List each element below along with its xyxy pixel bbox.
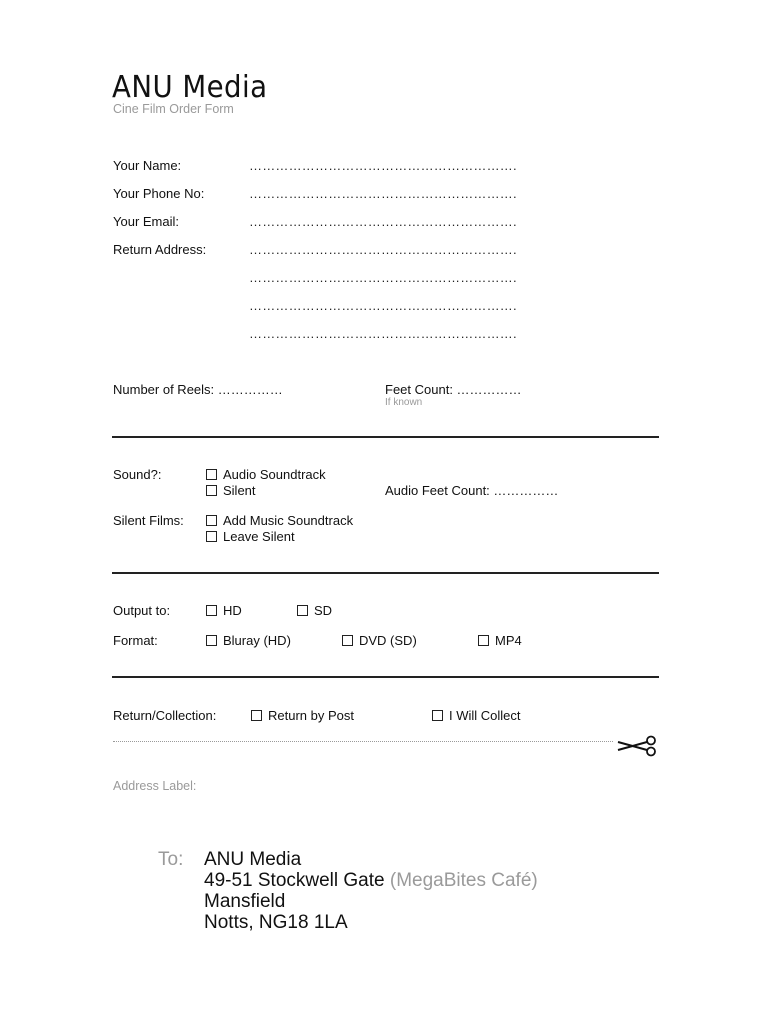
checkbox-icon[interactable] (206, 485, 217, 496)
number-of-reels-field[interactable]: Number of Reels: …………… (113, 382, 283, 397)
address-line-4[interactable]: ……………………………………………………. (249, 326, 517, 341)
section-divider (112, 572, 659, 574)
section-divider (112, 436, 659, 438)
address-line-postcode: Notts, NG18 1LA (204, 912, 348, 933)
email-field[interactable]: ……………………………………………………. (249, 214, 517, 229)
company-logo: ANU Media (112, 70, 268, 105)
name-label: Your Name: (113, 158, 182, 173)
checkbox-icon[interactable] (206, 605, 217, 616)
checkbox-icon[interactable] (297, 605, 308, 616)
return-address-label: Return Address: (113, 242, 207, 257)
option-label: Audio Soundtrack (223, 467, 326, 482)
feet-count-hint: If known (385, 397, 423, 408)
format-label: Format: (113, 633, 158, 648)
option-label: Bluray (HD) (223, 633, 291, 648)
checkbox-icon[interactable] (432, 710, 443, 721)
checkbox-icon[interactable] (478, 635, 489, 646)
feet-count-field[interactable]: Feet Count: …………… (385, 382, 522, 397)
checkbox-icon[interactable] (342, 635, 353, 646)
email-label: Your Email: (113, 214, 179, 229)
output-label: Output to: (113, 603, 171, 618)
address-line-town: Mansfield (204, 891, 286, 912)
street-text: 49-51 Stockwell Gate (204, 870, 385, 891)
i-will-collect-option[interactable] (432, 708, 521, 723)
checkbox-icon[interactable] (206, 469, 217, 480)
checkbox-icon[interactable] (206, 635, 217, 646)
checkbox-icon[interactable] (206, 531, 217, 542)
silent-option[interactable] (206, 483, 256, 498)
mp4-option[interactable] (478, 633, 522, 648)
name-field[interactable]: ……………………………………………………. (249, 158, 517, 173)
to-label: To: (158, 849, 184, 870)
audio-soundtrack-option[interactable] (206, 467, 326, 482)
cut-line (113, 741, 613, 742)
dvd-option[interactable] (342, 633, 417, 648)
address-line-1[interactable]: ……………………………………………………. (249, 242, 517, 257)
hd-option[interactable] (206, 603, 242, 618)
option-label: Add Music Soundtrack (223, 513, 354, 528)
option-label: HD (223, 603, 242, 618)
form-subtitle: Cine Film Order Form (113, 102, 234, 116)
bluray-option[interactable] (206, 633, 291, 648)
return-collection-label: Return/Collection: (113, 708, 217, 723)
add-music-option[interactable] (206, 513, 353, 528)
address-label-title: Address Label: (113, 779, 197, 793)
section-divider (112, 676, 659, 678)
phone-field[interactable]: ……………………………………………………. (249, 186, 517, 201)
option-label: Return by Post (268, 708, 354, 723)
audio-feet-count-field[interactable]: Audio Feet Count: …………… (385, 483, 559, 498)
silent-films-label: Silent Films: (113, 513, 184, 528)
street-note: (MegaBites Café) (389, 870, 538, 891)
checkbox-icon[interactable] (251, 710, 262, 721)
option-label: DVD (SD) (359, 633, 417, 648)
option-label: I Will Collect (449, 708, 521, 723)
address-line-company: ANU Media (204, 849, 302, 870)
checkbox-icon[interactable] (206, 515, 217, 526)
sound-label: Sound?: (113, 467, 162, 482)
option-label: Silent (223, 483, 256, 498)
address-line-street (204, 870, 538, 892)
sd-option[interactable] (297, 603, 332, 618)
option-label: Leave Silent (223, 529, 295, 544)
option-label: MP4 (495, 633, 522, 648)
scissors-icon (617, 735, 659, 757)
address-line-3[interactable]: ……………………………………………………. (249, 298, 517, 313)
address-line-2[interactable]: ……………………………………………………. (249, 270, 517, 285)
leave-silent-option[interactable] (206, 529, 295, 544)
option-label: SD (314, 603, 333, 618)
phone-label: Your Phone No: (113, 186, 205, 201)
return-by-post-option[interactable] (251, 708, 354, 723)
